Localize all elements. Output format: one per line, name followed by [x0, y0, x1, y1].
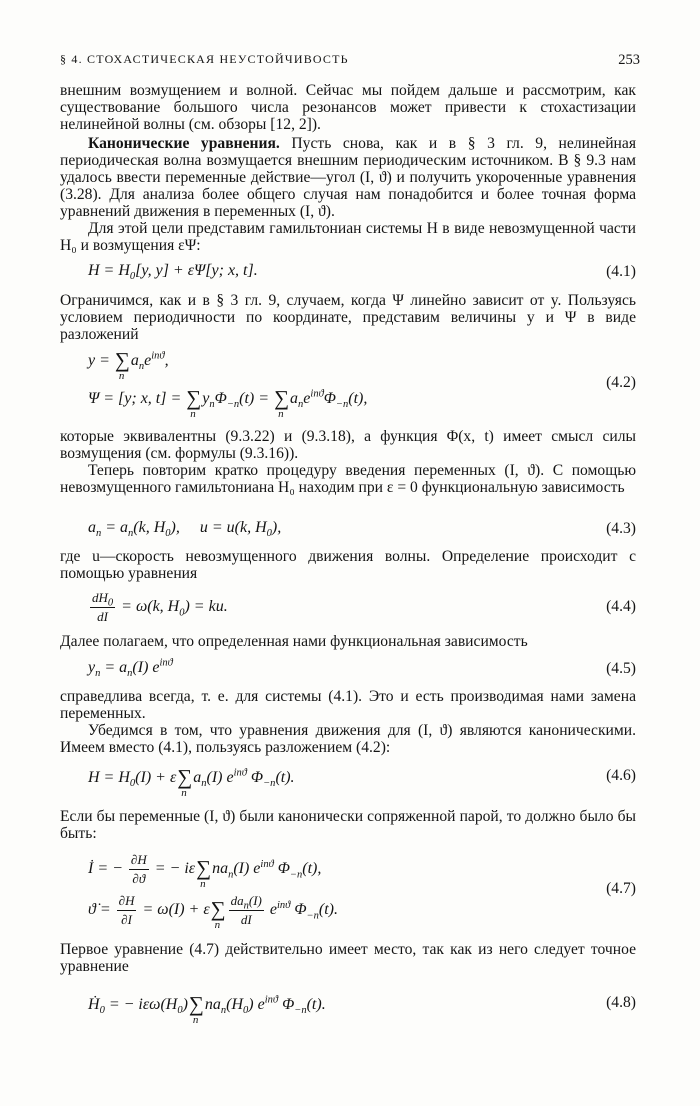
equation-number-4-3: (4.3)	[606, 520, 636, 537]
paragraph-6: Теперь повторим кратко процедуру введения переменных (I, ϑ). С помощью невозмущенного гамильтониана H₀ находим при ε = 0 функциональную зависимость	[60, 462, 636, 497]
equation-4-5: $y_n = a_n(I)$ $e^{inϑ}$	[88, 657, 173, 680]
paragraph-5: которые эквивалентны (9.3.22) и (9.3.18), а функция Φ(x, t) имеет смысл силы возмущения (см. формулы (9.3.16)).	[60, 428, 636, 463]
paragraph-2	[60, 135, 636, 220]
equation-number-4-2: (4.2)	[606, 374, 636, 391]
section-heading: Канонические уравнения.	[88, 135, 280, 152]
paragraph-1: внешним возмущением и волной. Сейчас мы пойдем дальше и рассмотрим, как существование большого числа резонансов может привести к стохастизации нелинейной волны (см. обзоры [12, 2]).	[60, 82, 636, 134]
equation-4-7b: ϑ̇ = $\frac{\partial H}{\partial I}$ = ω(I) + ε∑ n $\frac{da_n(I)}{dI}$ $e^{inϑ}$ $\Phi_{-n}(t)$.	[88, 893, 338, 932]
equation-4-1: $H = H_0[y$, y] + εΨ[y; x, t].	[88, 262, 258, 283]
equation-4-2b: Ψ = [y; x, t] = ∑ n $y_n\Phi_{-n}(t)$ = ∑ n $a_ne^{inϑ}\Phi_{-n}(t)$,	[88, 386, 368, 420]
equation-4-4: $\frac{dH_0}{dI}$ = ω(k, $H_0$) = ku.	[92, 590, 228, 624]
equation-number-4-5: (4.5)	[606, 660, 636, 677]
equation-number-4-1: (4.1)	[606, 263, 636, 280]
equation-4-2a: y = ∑ n $a_ne^{inϑ}$,	[88, 348, 169, 382]
equation-number-4-8: (4.8)	[606, 994, 636, 1011]
paragraph-7: где u—скорость невозмущенного движения волны. Определение происходит с помощью уравнения	[60, 548, 636, 583]
paragraph-9: справедлива всегда, т. е. для системы (4.1). Это и есть производимая нами замена переменных.	[60, 688, 636, 723]
equation-number-4-7: (4.7)	[606, 880, 636, 897]
page-header	[60, 52, 640, 74]
equation-4-7a: İ = − $\frac{\partial H}{\partial ϑ}$ = − iε∑ n $na_n(I)$ $e^{inϑ}$ $\Phi_{-n}(t)$,	[88, 852, 322, 891]
paragraph-12: Первое уравнение (4.7) действительно имеет место, так как из него следует точное уравнение	[60, 941, 636, 976]
equation-4-8: Ḣ$_0$ = − $i\varepsilon\omega(H_0)\sum$ n $na_n(H_0)$ $e^{inϑ}$ $\Phi_{-n}(t)$.	[88, 992, 326, 1026]
running-head: § 4. СТОХАСТИЧЕСКАЯ НЕУСТОЙЧИВОСТЬ	[60, 52, 349, 66]
paragraph-8: Далее полагаем, что определенная нами функциональная зависимость	[60, 633, 528, 650]
paragraph-11: Если бы переменные (I, ϑ) были канонически сопряженной парой, то должно было бы быть:	[60, 808, 636, 843]
paragraph-4: Ограничимся, как и в § 3 гл. 9, случаем, когда Ψ линейно зависит от y. Пользуясь условием периодичности по координате, представим величины y и Ψ в виде разложений	[60, 292, 636, 344]
paragraph-10: Убедимся в том, что уравнения движения для (I, ϑ) являются каноническими. Имеем вместо (4.1), пользуясь разложением (4.2):	[60, 722, 636, 757]
page-number: 253	[618, 52, 640, 68]
paragraph-2-body: Пусть снова, как и в § 3 гл. 9, нелинейная периодическая волна возмущается внешним периодическим источником. В § 9.3 нам удалось ввести переменные действие—угол (I, ϑ) и получить укороченные уравнения (3.28). Для анализа более общего случая нам понадобится и более точная форма уравнений движения в переменных (I, ϑ).	[60, 135, 636, 221]
equation-number-4-6: (4.6)	[606, 767, 636, 784]
equation-4-6: $H = H_0(I) + \varepsilon\sum$ n $a_n(I)$ $e^{inϑ}$ $\Phi_{-n}(t)$.	[88, 765, 295, 799]
paragraph-3: Для этой цели представим гамильтониан системы H в виде невозмущенной части H₀ и возмущения εΨ:	[60, 220, 636, 255]
equation-4-3: $a_n = a_n(k$, $H_0$), u = u(k, $H_0$),	[88, 519, 282, 540]
equation-number-4-4: (4.4)	[606, 598, 636, 615]
